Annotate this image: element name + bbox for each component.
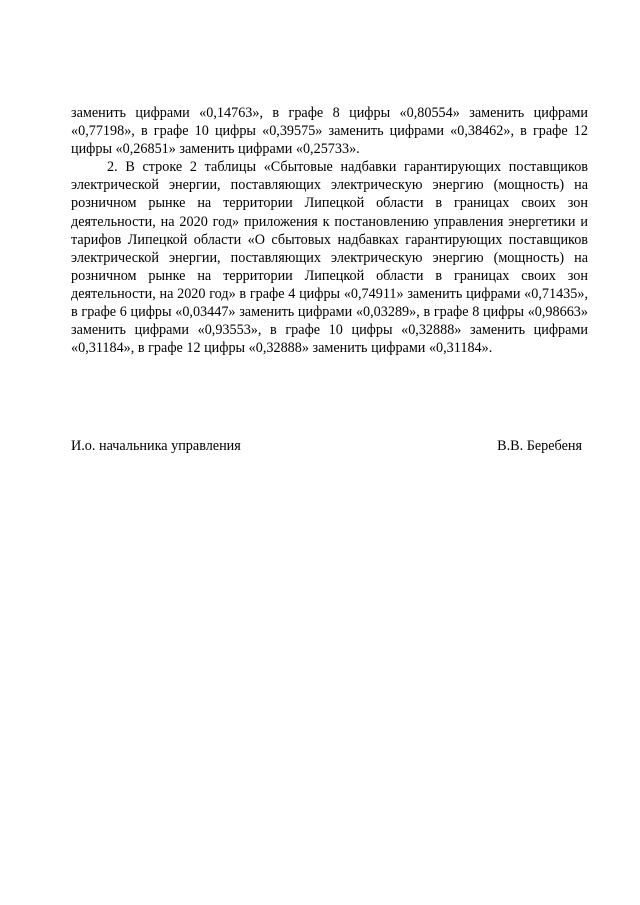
paragraph-continuation: заменить цифрами «0,14763», в графе 8 цифры «0,80554» заменить цифрами «0,77198», в графе 10 цифры «0,39575» заменить цифрами «0,38462», в графе 12 цифры «0,26851» заменить цифрами «0,25733». xyxy=(71,105,588,158)
document-body xyxy=(71,104,588,357)
signature-block xyxy=(71,437,582,455)
signatory-position: И.о. начальника управления xyxy=(71,438,241,454)
paragraph-item-2: 2. В строке 2 таблицы «Сбытовые надбавки гарантирующих поставщиков электрической энергии, поставляющих электрическую энергию (мощность) на розничном рынке на территории Липецкой области в границах своих зон деятельности, на 2020 год» приложения к постановлению управления энергетики и тарифов Липецкой области «О сбытовых надбавках гарантирующих поставщиков электрической энергии, поставляющих электрическую энергию (мощность) на розничном рынке на территории Липецкой области в границах своих зон деятельности, на 2020 год» в графе 4 цифры «0,74911» заменить цифрами «0,71435», в графе 6 цифры «0,03447» заменить цифрами «0,03289», в графе 8 цифры «0,98663» заменить цифрами «0,93553», в графе 10 цифры «0,32888» заменить цифрами «0,31184», в графе 12 цифры «0,32888» заменить цифрами «0,31184». xyxy=(71,159,588,357)
signatory-name: В.В. Беребеня xyxy=(497,438,582,454)
